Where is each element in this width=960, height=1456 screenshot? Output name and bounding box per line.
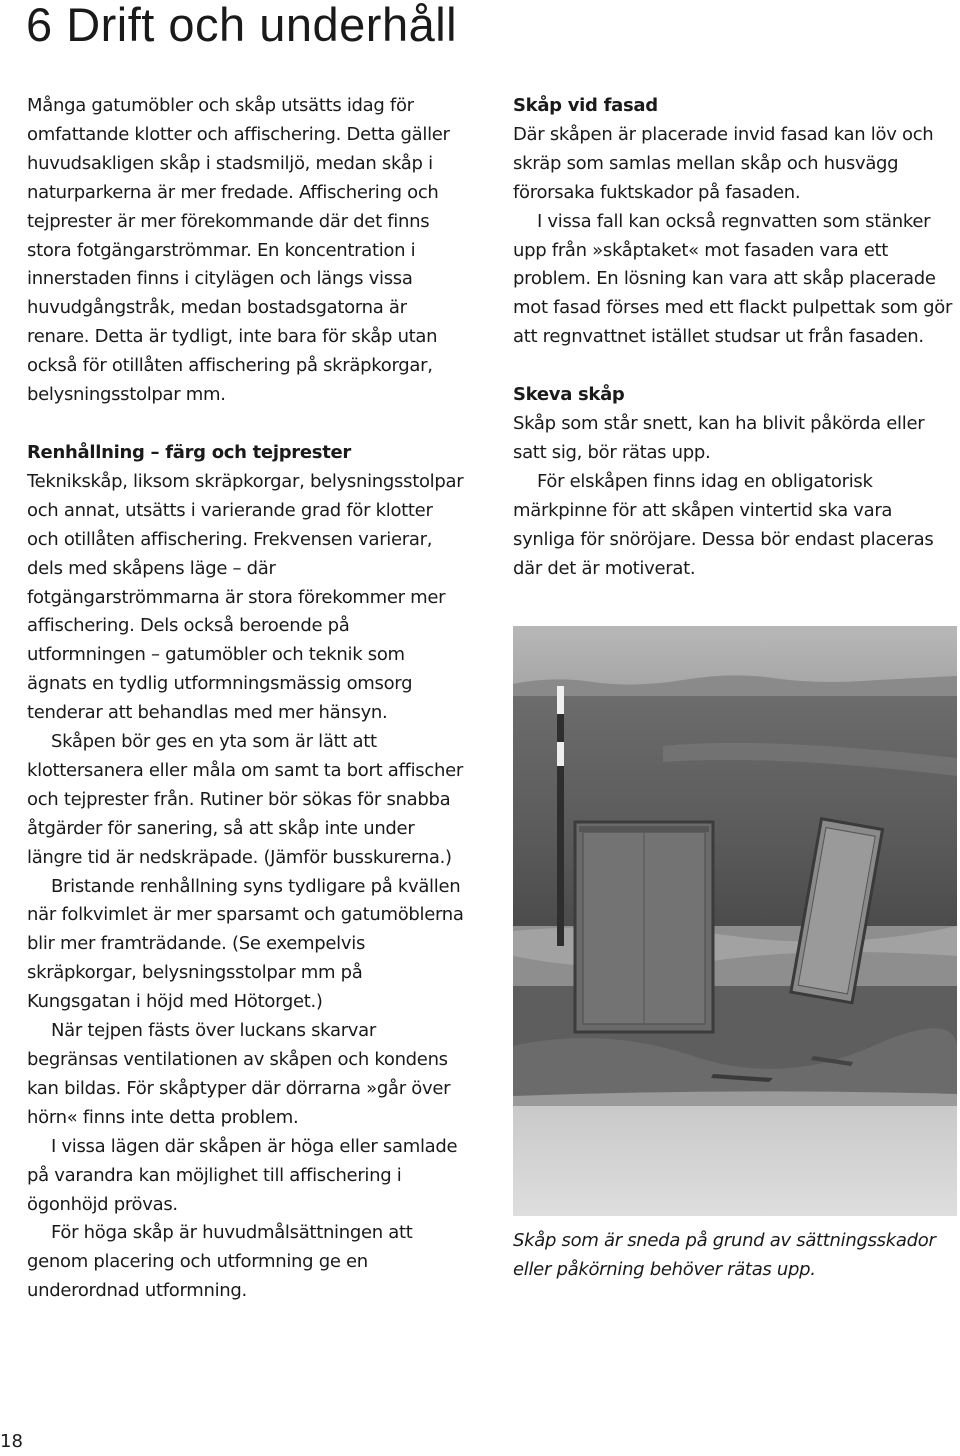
left-column (27, 92, 467, 1306)
paragraph: Där skåpen är placerade invid fasad kan löv och skräp som samlas mellan skåp och husvägg förorsaka fuktskador på fasaden. (513, 123, 934, 203)
paragraph: Teknikskåp, liksom skräpkorgar, belysningsstolpar och annat, utsätts i varierande grad för klotter och otillåten affischering. Frekvensen varierar, dels med skåpens läge – där fotgängarströmmarna är stora förekommer mer affischering. Dels också beroende på utformningen – gatumöbler och teknik som ägnats en tydlig utformningsmässig omsorg tenderar att behandlas med mer hänsyn. (27, 470, 464, 724)
paragraph: När tejpen fästs över luckans skarvar begränsas ventilationen av skåpen och kondens kan bildas. För skåptyper där dörrarna »går över hörn« finns inte detta problem. (27, 1020, 451, 1128)
photo-illustration (513, 626, 957, 1216)
paragraph: I vissa fall kan också regnvatten som stänker upp från »skåptaket« mot fasaden vara ett problem. En lösning kan vara att skåp placerade mot fasad förses med ett flackt pulpettak som gör att regnvattnet istället studsar ut från fasaden. (513, 210, 953, 348)
paragraph: Bristande renhållning syns tydligare på kvällen när folkvimlet är mer sparsamt och gatumöblerna blir mer framträdande. (Se exempelvis skräpkorgar, belysningsstolpar mm på Kungsgatan i höjd med Hötorget.) (27, 875, 464, 1013)
section-heading-cleaning: Renhållning – färg och tejprester (27, 441, 351, 463)
section-heading-skewed: Skeva skåp (513, 384, 625, 406)
paragraph: I vissa lägen där skåpen är höga eller samlade på varandra kan möjlighet till affischering i ögonhöjd prövas. (27, 1135, 458, 1215)
paragraph: Skåpen bör ges en yta som är lätt att klottersanera eller måla om samt ta bort affischer och tejprester från. Rutiner bör sökas för snabba åtgärder för sanering, så att skåp inte under längre tid är nedskräpade. (Jämför busskurerna.) (27, 731, 463, 868)
page-number: 18 (0, 1431, 23, 1452)
paragraph: Skåp som står snett, kan ha blivit påkörda eller satt sig, bör rätas upp. (513, 413, 925, 463)
intro-paragraph: Många gatumöbler och skåp utsätts idag för omfattande klotter och affischering. Detta gäller huvudsakligen skåp i stadsmiljö, medan skåp i naturparkerna är mer fredade. Affischering och tejprester är mer förekommande där det finns stora fotgängarströmmar. En koncentration i innerstaden finns i citylägen och längs vissa huvudgångstråk, medan bostadsgatorna är renare. Detta är tydligt, inte bara för skåp utan också för otillåten affischering på skräpkorgar, belysningsstolpar mm. (27, 95, 450, 406)
paragraph: För höga skåp är huvudmålsättningen att genom placering och utformning ge en underordnad utformning. (27, 1222, 413, 1302)
right-column (513, 92, 953, 584)
photo-skewed-cabinets (513, 626, 957, 1216)
caption-text: Skåp som är sneda på grund av sättningsskador eller påkörning behöver rätas upp. (513, 1230, 936, 1280)
page-title: 6 Drift och underhåll (26, 0, 458, 51)
section-heading-facade: Skåp vid fasad (513, 95, 658, 116)
paragraph: För elskåpen finns idag en obligatorisk märkpinne för att skåpen vintertid ska vara synliga för snöröjare. Dessa bör endast placeras där det är motiverat. (513, 470, 934, 579)
figure-caption (513, 1227, 953, 1285)
